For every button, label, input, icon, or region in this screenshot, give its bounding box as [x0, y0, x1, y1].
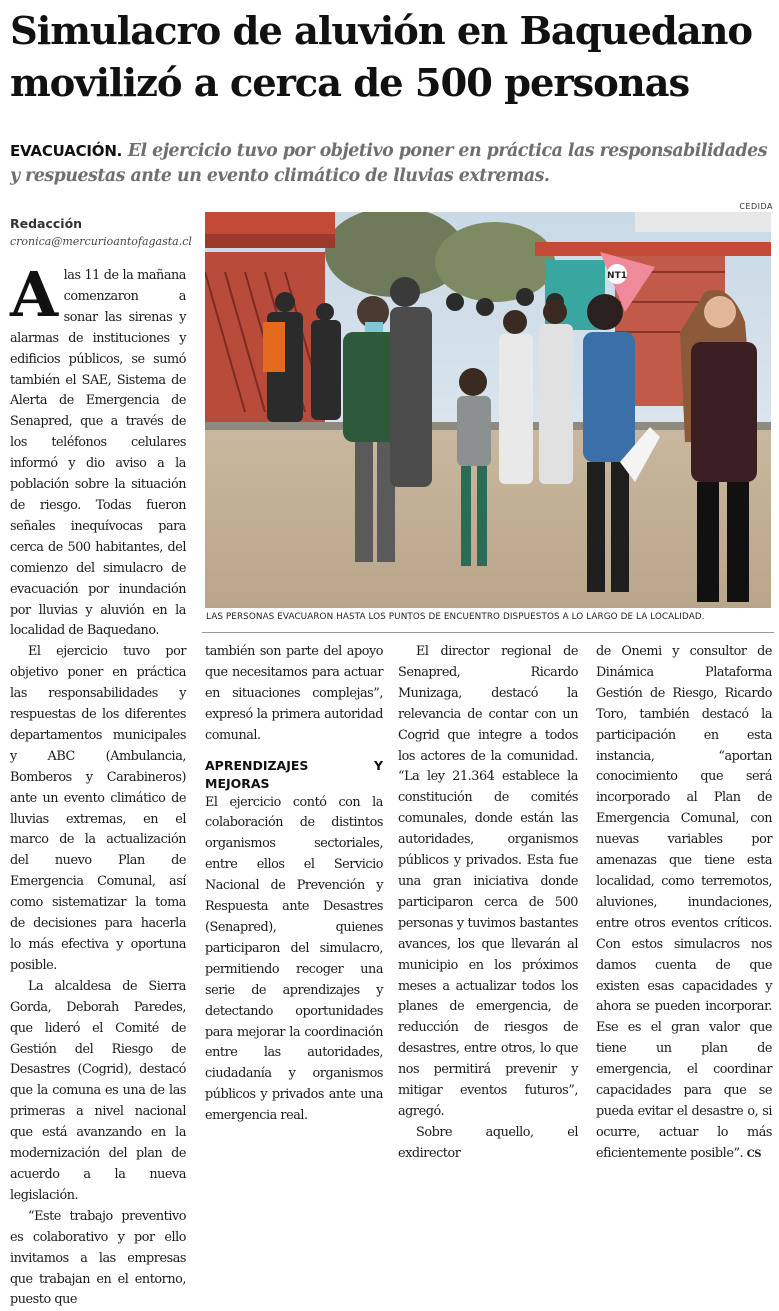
article-photo [205, 212, 771, 608]
paragraph-1-text: las 11 de la mañana comenzaron a sonar las sirenas y alarmas de instituciones y edificios públicos, se sumó también el SAE, Sistema de Alerta de Emergencia de Senapred, que a través de los teléfonos celulares informó y dio aviso a la población sobre la situación de riesgo. Todas fueron señales inequívocas para cerca de 500 habitantes, del comienzo del simulacro de evacuación por inundación por lluvias y aluvión en la localidad de Baquedano. [10, 268, 186, 639]
deck-text: El ejercicio tuvo por objetivo poner en práctica las responsabilidades y respuestas ante un evento climático de lluvias extremas. [10, 141, 768, 186]
column-2 [205, 642, 383, 1127]
byline: Redacción [10, 216, 83, 231]
end-mark: CS [746, 1148, 762, 1160]
paragraph-4: “Este trabajo preventivo es colaborativo y por ello invitamos a las empresas que trabajan en el entorno, puesto que [10, 1208, 186, 1308]
column-1 [10, 258, 186, 1311]
paragraph-9-text: de Onemi y consultor de Dinámica Plataforma Gestión de Riesgo, Ricardo Toro, también destacó la participación en esta instancia, “aportan conocimiento que será incorporado al Plan de Emergencia Comunal, con nuevas variables por amenazas que tiene esta localidad, como terremotos, aluviones, inundaciones, entre otros eventos críticos. Con estos simulacros nos damos cuenta de que existen esas capacidades y ahora se pueden incorporar. Ese es el gran valor que tiene un plan de emergencia, el coordinar capacidades para que se pueda evitar el desastre o, si ocurre, actuar lo más eficientemente posible”. [596, 644, 772, 1161]
photo-sign-text: NT1 [607, 271, 627, 281]
paragraph-8: Sobre aquello, el exdirector [398, 1124, 578, 1161]
headline: Simulacro de aluvión en Baquedano movilizó a cerca de 500 personas [10, 9, 753, 106]
paragraph-5: también son parte del apoyo que necesitamos para actuar en situaciones complejas”, expresó la primera autoridad comunal. [205, 644, 383, 743]
paragraph-1 [10, 258, 186, 642]
column-3 [398, 642, 578, 1165]
deck-tag: EVACUACIÓN. [10, 142, 123, 160]
caption-rule [202, 632, 774, 633]
subhead: APRENDIZAJES Y MEJORAS [205, 757, 383, 791]
byline-email[interactable]: cronica@mercurioantofagasta.cl [10, 235, 192, 248]
photo-caption: LAS PERSONAS EVACUARON HASTA LOS PUNTOS DE ENCUENTRO DISPUESTOS A LO LARGO DE LA LOCALIDAD. [206, 612, 705, 622]
paragraph-2: El ejercicio tuvo por objetivo poner en práctica las responsabilidades y respuestas de los diferentes departamentos municipales y ABC (Ambulancia, Bomberos y Carabineros) ante un evento climático de lluvias extremas, en el marco de la actualización del nuevo Plan de Emergencia Comunal, así como sistematizar la toma de decisiones para hacerla lo más efectiva y oportuna posible. [10, 644, 186, 973]
deck [10, 139, 770, 189]
paragraph-6: El ejercicio contó con la colaboración de distintos organismos sectoriales, entre ellos el Servicio Nacional de Prevención y Respuesta ante Desastres (Senapred), quienes participaron del simulacro, permitiendo recoger una serie de aprendizajes y detectando oportunidades para mejorar la coordinación entre las autoridades, ciudadanía y organismos públicos y privados ante una emergencia real. [205, 794, 383, 1124]
column-4 [596, 642, 772, 1166]
photo-credit: CEDIDA [739, 202, 773, 211]
paragraph-9 [596, 642, 772, 1166]
paragraph-3: La alcaldesa de Sierra Gorda, Deborah Paredes, que lideró el Comité de Gestión del Riesgo de Desastres (Cogrid), destacó que la comuna es una de las primeras a nivel nacional que está avanzando en la modernización del plan de acuerdo a la nueva legislación. [10, 978, 186, 1203]
photo-illustration [205, 212, 771, 608]
paragraph-7: El director regional de Senapred, Ricardo Munizaga, destacó la relevancia de contar con un Cogrid que integre a todos los actores de la comunidad. “La ley 21.364 establece la constitución de comités comunales, donde están las autoridades, organismos públicos y privados. Esta fue una gran iniciativa donde participaron cerca de 500 personas y tuvimos bastantes avances, los que llevarán al municipio en los próximos meses a actualizar todos los planes de emergencia, de reducción de riesgos de desastres, entre otros, lo que nos permitirá prevenir y mitigar eventos futuros”, agregó. [398, 644, 578, 1119]
drop-cap: A [10, 258, 58, 331]
